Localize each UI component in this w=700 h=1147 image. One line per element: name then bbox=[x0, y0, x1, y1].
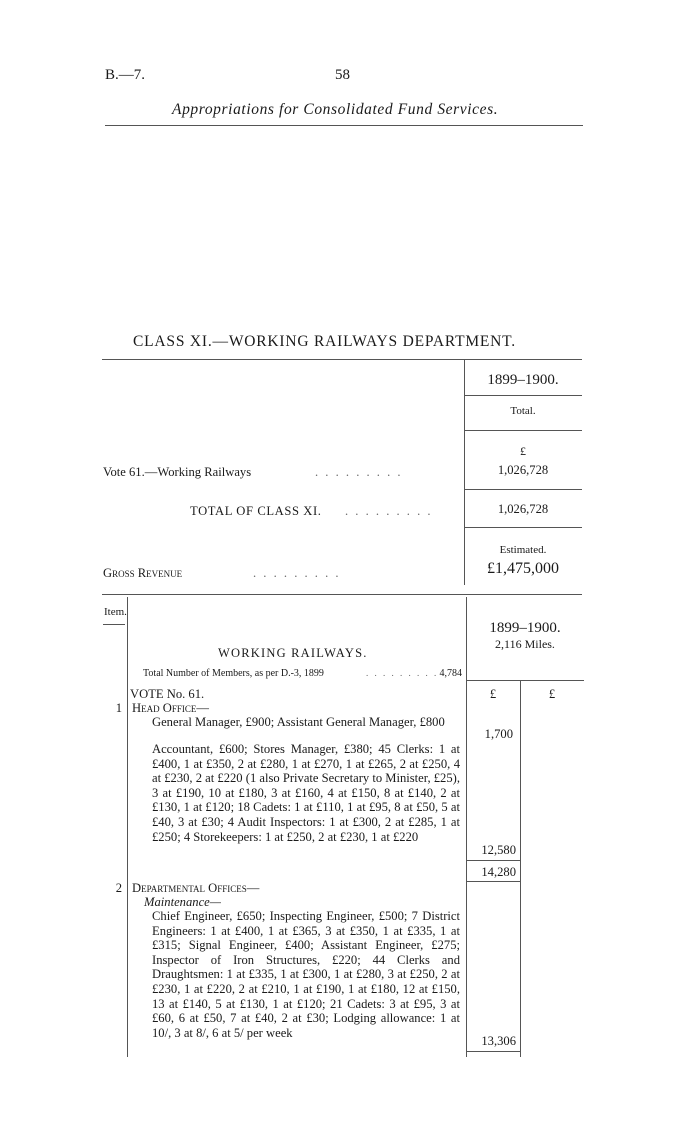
summary-currency: £ bbox=[520, 444, 526, 458]
item-subtotal: 14,280 bbox=[481, 865, 516, 879]
summary-rule bbox=[464, 527, 582, 528]
detail-miles: 2,116 Miles. bbox=[495, 637, 555, 651]
members-count: 4,784 bbox=[439, 668, 462, 679]
detail-amount-divider bbox=[466, 597, 467, 1057]
subtotal-rule bbox=[466, 881, 520, 882]
item-description: Accountant, £600; Stores Manager, £380; 45 Clerks: 1 at £400, 1 at £350, 2 at £280, 1 at £270, 1 at £265, 2 at £250, 4 at £230, 2 at £220 (1 also Private Secretary to Minister, £25), 3 at £190, 10 at £180, 3 at £160, 4 at £150, 8 at £140, 2 at £130, 1 at £120; 18 Cadets: 1 at £110, 1 at £95, 8 at £50, 5 at £40, 3 at £30; 4 Audit Inspectors: 1 at £300, 2 at £285, 1 at £250; 4 Storekeepers: 1 at £250, 2 at £230, 1 at £220 bbox=[152, 742, 460, 844]
summary-class-total-label: TOTAL OF CLASS XI. bbox=[190, 504, 322, 518]
summary-revenue-amount: £1,475,000 bbox=[487, 560, 559, 577]
detail-item-rule bbox=[103, 624, 125, 625]
item-amount: 1,700 bbox=[484, 727, 513, 741]
summary-rule bbox=[464, 395, 582, 396]
summary-year: 1899–1900. bbox=[487, 372, 559, 388]
members-leader-dots: . . . . . . . . . bbox=[366, 668, 439, 678]
item-amount: 12,580 bbox=[481, 843, 516, 857]
header-rule bbox=[105, 125, 583, 126]
item-description: General Manager, £900; Assistant General Manager, £800 bbox=[152, 715, 445, 729]
detail-year: 1899–1900. bbox=[489, 620, 561, 636]
detail-item-header: Item. bbox=[104, 606, 127, 618]
item-heading: Departmental Offices— bbox=[132, 881, 260, 895]
page-title: Appropriations for Consolidated Fund Services. bbox=[172, 101, 499, 118]
item-subheading: Maintenance— bbox=[144, 895, 221, 909]
item-number: 1 bbox=[115, 701, 122, 715]
summary-revenue-label: Gross Revenue bbox=[103, 566, 183, 580]
summary-vote-label: Vote 61.—Working Railways bbox=[103, 465, 252, 479]
item-heading: Head Office— bbox=[132, 701, 209, 715]
col2-currency: £ bbox=[548, 687, 556, 701]
summary-rule bbox=[464, 430, 582, 431]
summary-leader-dots: . . . . . . . . . bbox=[253, 566, 341, 580]
section-title: WORKING RAILWAYS. bbox=[218, 646, 368, 660]
summary-vote-amount: 1,026,728 bbox=[497, 463, 549, 477]
class-title-rule bbox=[102, 359, 582, 360]
class-title: CLASS XI.—WORKING RAILWAYS DEPARTMENT. bbox=[133, 333, 516, 350]
vote-label: VOTE No. 61. bbox=[130, 687, 205, 701]
summary-bottom-rule bbox=[102, 594, 582, 595]
item-amount: 13,306 bbox=[481, 1034, 516, 1048]
subtotal-rule bbox=[466, 860, 520, 861]
summary-leader-dots: . . . . . . . . . bbox=[315, 465, 403, 479]
item-number: 2 bbox=[115, 881, 122, 895]
detail-total-divider bbox=[520, 680, 521, 1057]
summary-leader-dots: . . . . . . . . . bbox=[345, 504, 433, 518]
page-number: 58 bbox=[335, 67, 350, 83]
detail-header-rule bbox=[466, 680, 584, 681]
item-description: Chief Engineer, £650; Inspecting Engineer, £500; 7 District Engineers: 1 at £400, 1 at £365, 3 at £350, 1 at £335, 1 at £315; Signal Engineer, £400; Assistant Engineer, £275; Inspector of Iron Structures, £220; 44 Clerks and Draughtsmen: 1 at £335, 1 at £300, 1 at £280, 3 at £250, 2 at £230, 1 at £220, 2 at £210, 1 at £190, 1 at £180, 12 at £150, 13 at £140, 5 at £130, 1 at £120; 21 Cadets: 3 at £95, 3 at £60, 6 at £50, 7 at £40, 2 at £30; Lodging allowance: 1 at 10/, 3 at 8/, 6 at 5/ per week bbox=[152, 909, 460, 1040]
amount-rule bbox=[466, 1051, 520, 1052]
summary-total-label: Total. bbox=[510, 405, 536, 417]
page-ref: B.—7. bbox=[105, 67, 146, 83]
col1-currency: £ bbox=[489, 687, 497, 701]
summary-class-total-amount: 1,026,728 bbox=[497, 502, 549, 516]
detail-item-divider bbox=[127, 597, 128, 1057]
summary-rule bbox=[464, 489, 582, 490]
members-label: Total Number of Members, as per D.-3, 1899 bbox=[143, 668, 324, 679]
summary-estimated-label: Estimated. bbox=[499, 544, 547, 556]
